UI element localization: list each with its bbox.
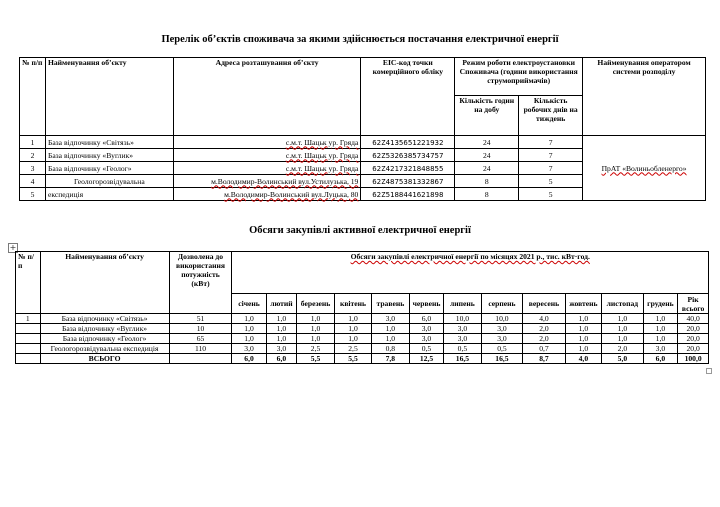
row-eic: 62Z4135651221932 <box>361 136 455 149</box>
cell-value: 1,0 <box>297 314 335 324</box>
cell-value: 1,0 <box>565 324 602 334</box>
row-num: 3 <box>20 162 46 175</box>
row-address: с.м.т. Шацьк ур. Гряда <box>173 136 361 149</box>
month-header: квітень <box>334 294 371 314</box>
header-eic: ЕІС-код точки комерційного обліку <box>361 58 455 136</box>
row-eic: 62Z5188441621898 <box>361 188 455 201</box>
row-num: 5 <box>20 188 46 201</box>
row-name: Геологорозвідувальна експедиція <box>40 344 169 354</box>
month-header: січень <box>232 294 266 314</box>
total-value: 100,0 <box>678 354 709 364</box>
row-days: 7 <box>519 136 583 149</box>
row-days: 7 <box>519 162 583 175</box>
header-days: Кількість робочих днів на тиждень <box>519 96 583 136</box>
cell-value: 1,0 <box>232 324 266 334</box>
cell-value: 20,0 <box>678 324 709 334</box>
total-value: 16,5 <box>481 354 523 364</box>
table-row <box>20 136 706 149</box>
total-value: 5,5 <box>297 354 335 364</box>
row-days: 5 <box>519 188 583 201</box>
row-address: м.Володимир-Волинський вул.Устилузька, 19 <box>173 175 361 188</box>
row-num: 1 <box>16 314 41 324</box>
cell-value: 1,0 <box>334 334 371 344</box>
row-power: 51 <box>169 314 232 324</box>
cell-value: 3,0 <box>643 344 678 354</box>
row-num <box>16 344 41 354</box>
cell-value: 6,0 <box>409 314 444 324</box>
table-resize-handle[interactable] <box>706 368 712 374</box>
row-hours: 24 <box>455 162 519 175</box>
cell-value: 1,0 <box>643 334 678 344</box>
cell-value: 0,5 <box>409 344 444 354</box>
cell-value: 1,0 <box>297 334 335 344</box>
row-eic: 62Z4217321848855 <box>361 162 455 175</box>
total-value: 6,0 <box>266 354 297 364</box>
row-hours: 8 <box>455 188 519 201</box>
cell-value: 1,0 <box>643 324 678 334</box>
cell-value: 20,0 <box>678 334 709 344</box>
cell-value: 3,0 <box>372 314 409 324</box>
cell-value: 1,0 <box>372 324 409 334</box>
row-power: 110 <box>169 344 232 354</box>
row-hours: 8 <box>455 175 519 188</box>
header-power: Дозволена до використання потужність (кВт) <box>169 252 232 314</box>
row-num <box>16 324 41 334</box>
row-num: 2 <box>20 149 46 162</box>
cell-value: 1,0 <box>334 324 371 334</box>
cell-value: 1,0 <box>297 324 335 334</box>
row-name: База відпочинку «Геолог» <box>45 162 173 175</box>
total-value: 5,0 <box>602 354 643 364</box>
header-volumes: Обсяги закупівлі електричної енергії по місяцях 2021 р., тис. кВт·год. <box>232 252 709 294</box>
total-value: 8,7 <box>523 354 565 364</box>
month-header: серпень <box>481 294 523 314</box>
total-row <box>16 354 709 364</box>
cell-value: 1,0 <box>266 324 297 334</box>
cell-value: 1,0 <box>266 314 297 324</box>
cell-value: 2,5 <box>334 344 371 354</box>
cell-value: 3,0 <box>481 334 523 344</box>
cell-value: 1,0 <box>602 324 643 334</box>
cell-value: 3,0 <box>444 324 481 334</box>
row-name: База відпочинку «Світязь» <box>45 136 173 149</box>
cell-value: 1,0 <box>266 334 297 344</box>
total-value: 16,5 <box>444 354 481 364</box>
cell-value: 2,0 <box>523 324 565 334</box>
row-address: м.Володимир-Волинський вул.Луцька, 80 <box>173 188 361 201</box>
document-title-volumes: Обсяги закупівлі активної електричної енергії <box>249 225 471 236</box>
total-value: 7,8 <box>372 354 409 364</box>
header-hours: Кількість годин на добу <box>455 96 519 136</box>
volumes-table <box>15 251 709 364</box>
cell-value: 1,0 <box>602 314 643 324</box>
month-header: лютий <box>266 294 297 314</box>
cell-value: 1,0 <box>232 334 266 344</box>
row-name: База відпочинку «Світязь» <box>40 314 169 324</box>
header-name: Найменування об’єкту <box>45 58 173 136</box>
cell-value: 2,5 <box>297 344 335 354</box>
total-value: 5,5 <box>334 354 371 364</box>
month-header: жовтень <box>565 294 602 314</box>
row-name: База відпочинку «Вуглик» <box>45 149 173 162</box>
cell-value: 3,0 <box>409 324 444 334</box>
month-header: липень <box>444 294 481 314</box>
total-value: 12,5 <box>409 354 444 364</box>
document-title-objects: Перелік об’єктів споживача за якими здійснюється постачання електричної енергії <box>161 34 559 45</box>
row-hours: 24 <box>455 136 519 149</box>
cell-value: 20,0 <box>678 344 709 354</box>
row-power: 65 <box>169 334 232 344</box>
table-row <box>16 334 709 344</box>
month-header: Рік всього <box>678 294 709 314</box>
month-header: березень <box>297 294 335 314</box>
table-row <box>16 324 709 334</box>
cell-value: 40,0 <box>678 314 709 324</box>
cell-value: 1,0 <box>565 334 602 344</box>
cell-value: 3,0 <box>409 334 444 344</box>
cell-value: 4,0 <box>523 314 565 324</box>
total-power-cell <box>169 354 232 364</box>
table-move-handle[interactable]: + <box>9 243 17 252</box>
cell-value: 3,0 <box>232 344 266 354</box>
row-address: с.м.т. Шацьк ур. Гряда <box>173 149 361 162</box>
operator-value: ПрАТ «Волиньобленерго» <box>583 136 706 201</box>
header-mode: Режим роботи електроустановки Споживача (години використання струмоприймачів) <box>455 58 583 96</box>
total-num-cell <box>16 354 41 364</box>
header-num: № п/п <box>16 252 41 314</box>
total-value: 6,0 <box>232 354 266 364</box>
cell-value: 0,7 <box>523 344 565 354</box>
month-header: грудень <box>643 294 678 314</box>
row-name: База відпочинку «Геолог» <box>40 334 169 344</box>
header-address: Адреса розташування об’єкту <box>173 58 361 136</box>
cell-value: 1,0 <box>565 344 602 354</box>
cell-value: 1,0 <box>372 334 409 344</box>
cell-value: 1,0 <box>334 314 371 324</box>
row-name: експедиція <box>45 188 173 201</box>
row-eic: 62Z4875381332867 <box>361 175 455 188</box>
cell-value: 2,0 <box>602 344 643 354</box>
header-num: № п/п <box>20 58 46 136</box>
cell-value: 0,8 <box>372 344 409 354</box>
row-eic: 62Z5326385734757 <box>361 149 455 162</box>
cell-value: 1,0 <box>602 334 643 344</box>
cell-value: 3,0 <box>444 334 481 344</box>
header-operator: Найменування оператором системи розподілу <box>583 58 706 136</box>
header-name: Найменування об’єкту <box>40 252 169 314</box>
total-label: ВСЬОГО <box>40 354 169 364</box>
row-num: 1 <box>20 136 46 149</box>
month-header: травень <box>372 294 409 314</box>
row-name: Геологорозвідувальна <box>45 175 173 188</box>
table-row <box>16 314 709 324</box>
cell-value: 0,5 <box>481 344 523 354</box>
cell-value: 10,0 <box>444 314 481 324</box>
cell-value: 1,0 <box>643 314 678 324</box>
row-num <box>16 334 41 344</box>
cell-value: 3,0 <box>481 324 523 334</box>
row-days: 5 <box>519 175 583 188</box>
total-value: 4,0 <box>565 354 602 364</box>
month-header: вересень <box>523 294 565 314</box>
row-address: с.м.т. Шацьк ур. Гряда <box>173 162 361 175</box>
row-hours: 24 <box>455 149 519 162</box>
cell-value: 3,0 <box>266 344 297 354</box>
row-power: 10 <box>169 324 232 334</box>
table-row <box>16 344 709 354</box>
cell-value: 10,0 <box>481 314 523 324</box>
row-days: 7 <box>519 149 583 162</box>
objects-table <box>19 57 706 201</box>
month-header: червень <box>409 294 444 314</box>
row-num: 4 <box>20 175 46 188</box>
cell-value: 2,0 <box>523 334 565 344</box>
cell-value: 0,5 <box>444 344 481 354</box>
cell-value: 1,0 <box>232 314 266 324</box>
row-name: База відпочинку «Вуглик» <box>40 324 169 334</box>
total-value: 6,0 <box>643 354 678 364</box>
month-header: листопад <box>602 294 643 314</box>
cell-value: 1,0 <box>565 314 602 324</box>
